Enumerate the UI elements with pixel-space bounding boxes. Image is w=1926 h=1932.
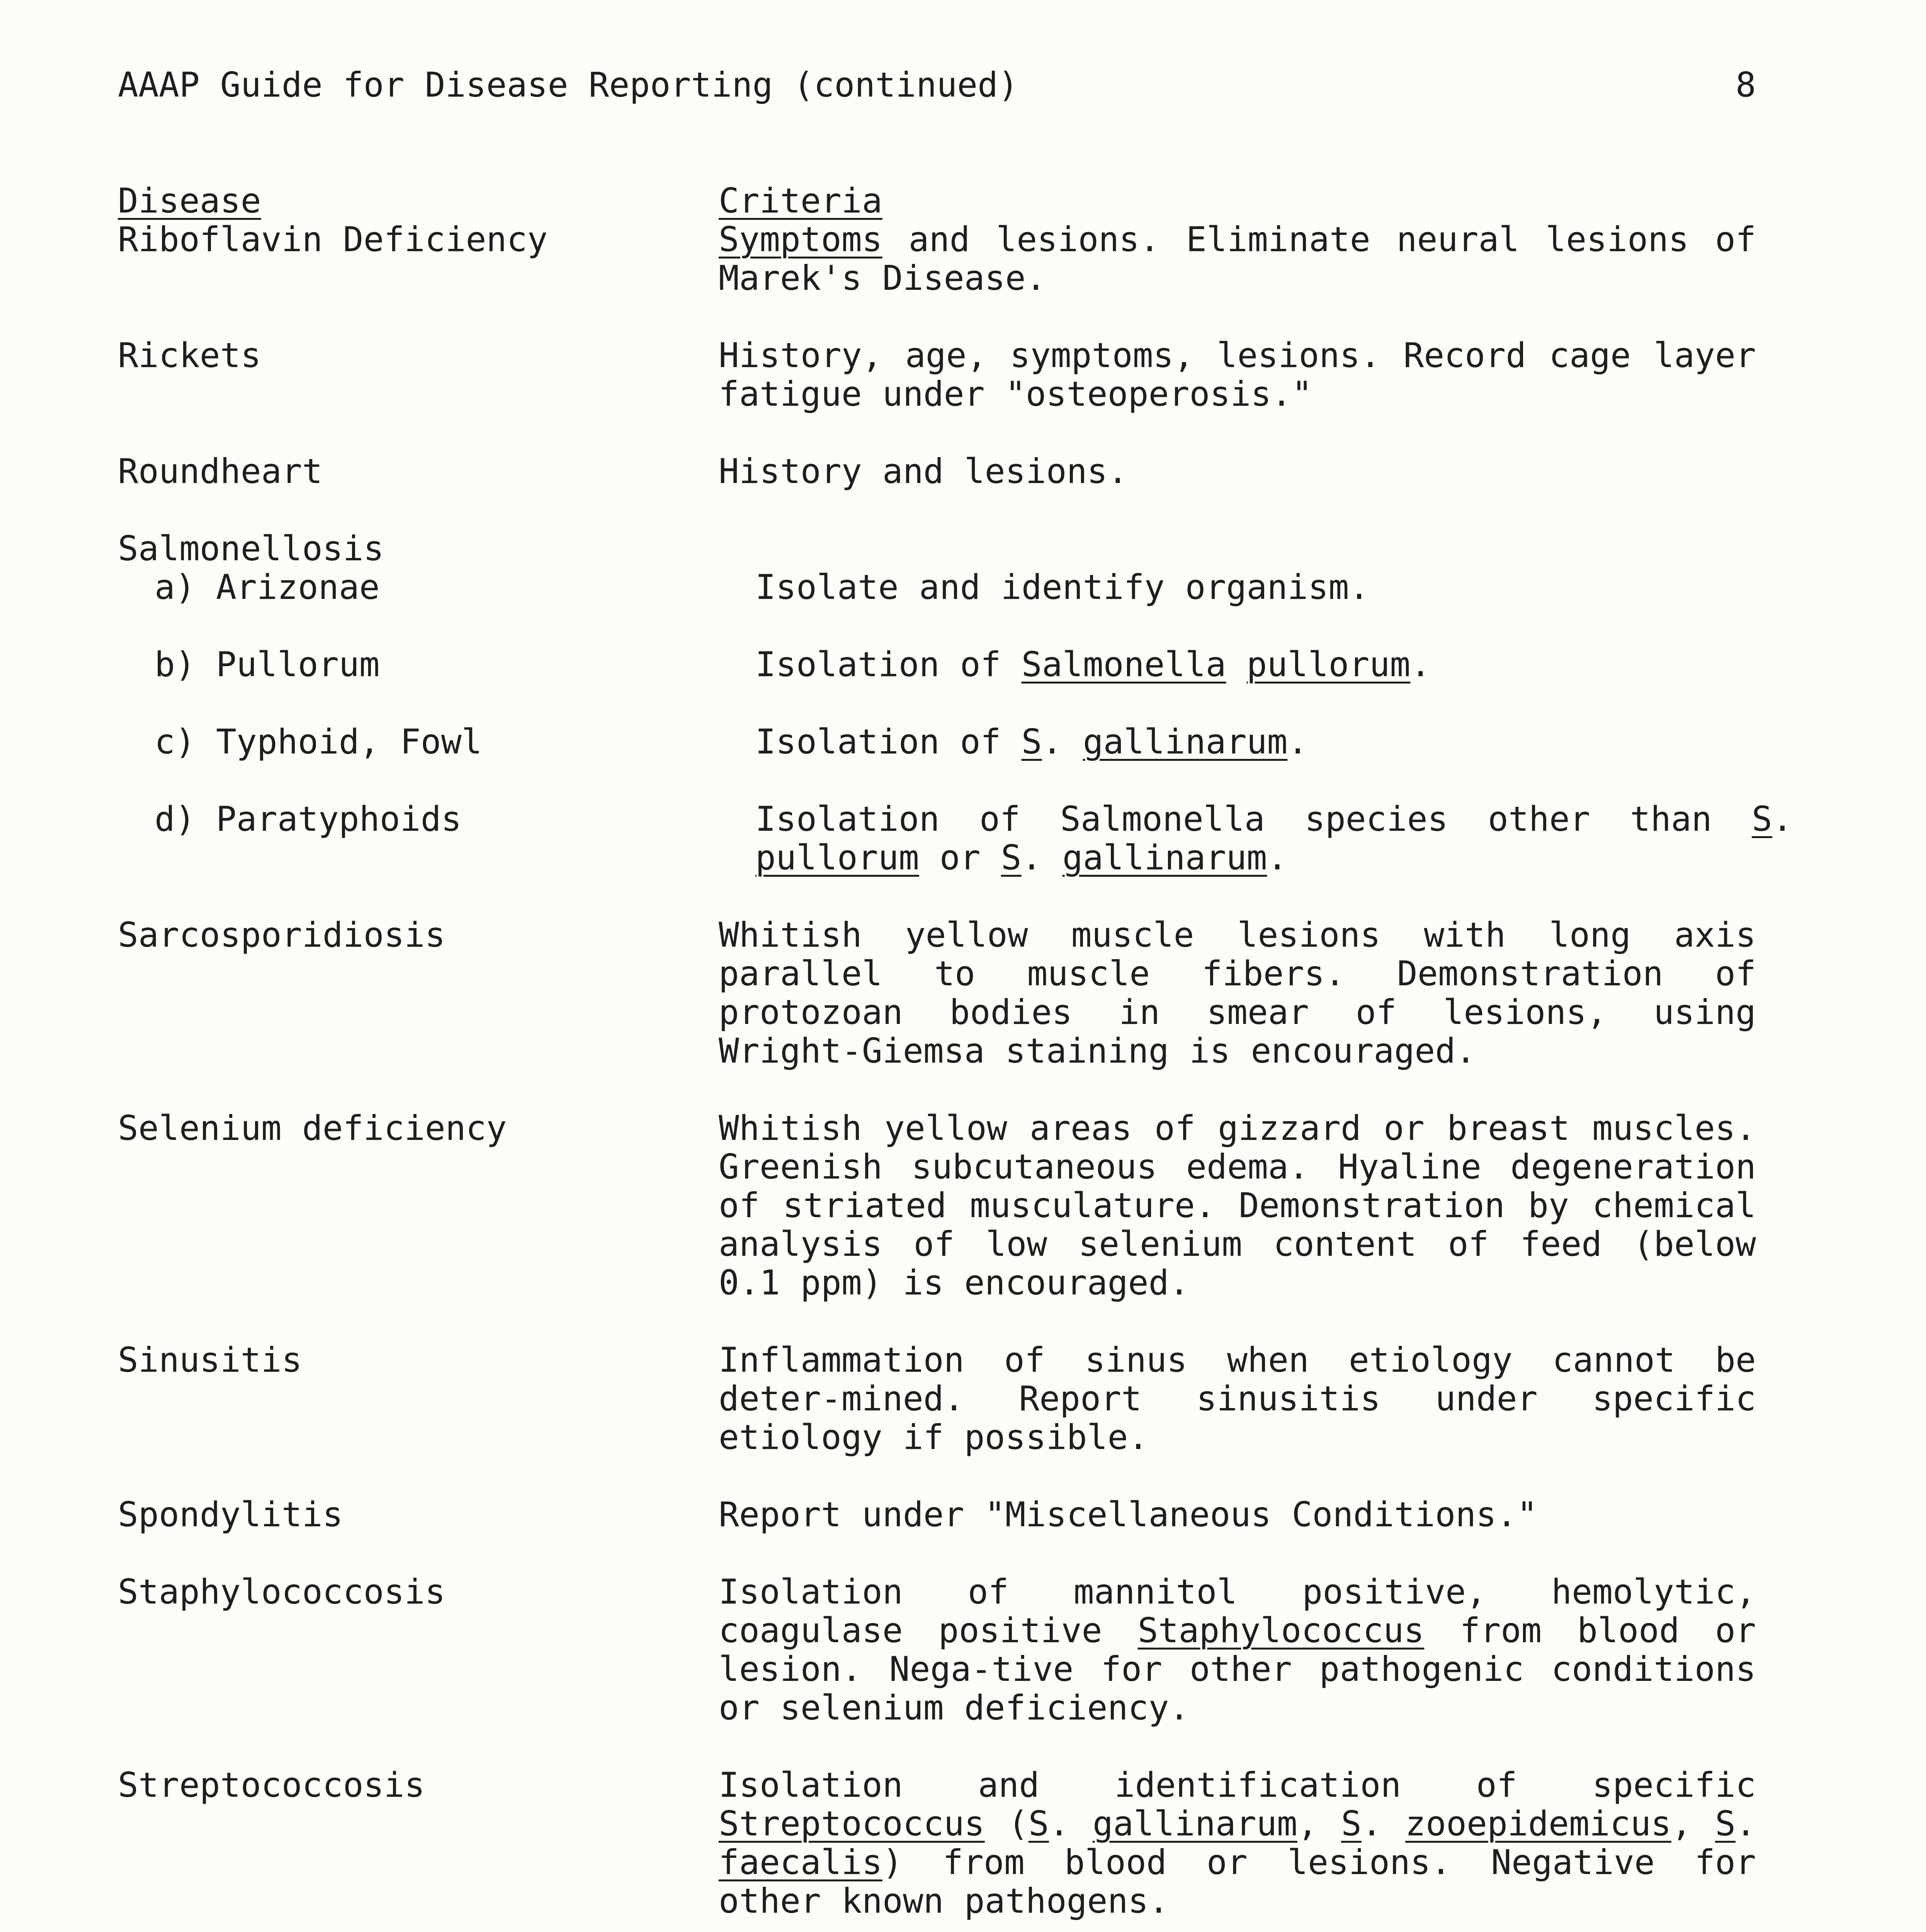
criteria-underlined-term: S xyxy=(1341,1804,1362,1844)
disease-name: Sinusitis xyxy=(118,1340,302,1380)
table-row xyxy=(118,1109,1756,1302)
criteria-underlined-term: pullorum xyxy=(755,838,919,878)
criteria-text: Isolate and identify organism. xyxy=(755,567,1370,607)
table-row xyxy=(118,1573,1756,1727)
criteria-segment: . xyxy=(1736,1804,1756,1844)
criteria-underlined-term: gallinarum xyxy=(1062,838,1267,878)
disease-name: Riboflavin Deficiency xyxy=(118,219,548,259)
disease-name: Rickets xyxy=(118,335,261,375)
disease-subtype-name: b) Pullorum xyxy=(155,645,380,684)
criteria-segment: or xyxy=(919,838,1001,878)
table-row xyxy=(118,452,1756,491)
table-header-row xyxy=(118,182,1756,220)
criteria-segment: . xyxy=(1049,1804,1093,1844)
table-row xyxy=(118,568,1756,607)
disease-criteria-table xyxy=(118,181,1793,1932)
table-row xyxy=(118,336,1756,413)
criteria-segment: from blood or lesion. Nega-tive for other pathogenic conditions or selenium deficiency. xyxy=(719,1611,1756,1728)
criteria-text xyxy=(755,800,1793,877)
disease-subtype-name: a) Arizonae xyxy=(155,567,380,607)
disease-subtype-name: c) Typhoid, Fowl xyxy=(155,722,482,762)
disease-column-header: Disease xyxy=(118,181,261,221)
criteria-segment: . xyxy=(1362,1804,1406,1844)
criteria-column-header: Criteria xyxy=(719,181,882,221)
disease-name: Selenium deficiency xyxy=(118,1108,507,1148)
criteria-text xyxy=(719,1766,1756,1920)
criteria-segment: Isolation and identification of specific xyxy=(719,1765,1756,1805)
criteria-segment: , xyxy=(1671,1804,1715,1844)
criteria-segment: . xyxy=(1267,838,1288,878)
criteria-segment: and lesions. Eliminate neural lesions of Marek's Disease. xyxy=(719,219,1756,298)
disease-name: Sarcosporidiosis xyxy=(118,915,445,955)
table-row xyxy=(118,916,1756,1070)
criteria-text xyxy=(719,220,1756,298)
criteria-segment: Isolation of mannitol positive, hemolytic, coagulase positive xyxy=(719,1572,1756,1650)
criteria-segment: ( xyxy=(984,1804,1028,1844)
table-row xyxy=(118,529,1756,568)
table-row xyxy=(118,1341,1756,1457)
page-number: 8 xyxy=(1736,65,1756,105)
criteria-underlined-term: gallinarum xyxy=(1083,722,1288,762)
table-row xyxy=(118,1766,1756,1920)
criteria-underlined-term: faecalis xyxy=(719,1842,882,1882)
criteria-text: Whitish yellow muscle lesions with long axis parallel to muscle fibers. Demonstration of protozoan bodies in smear of lesions, using Wright-Giemsa staining is encouraged. xyxy=(719,915,1756,1071)
criteria-underlined-term: Streptococcus xyxy=(719,1804,985,1844)
criteria-segment: ) from blood or lesions. Negative for other known pathogens. xyxy=(719,1842,1756,1921)
criteria-text: History and lesions. xyxy=(719,451,1128,491)
criteria-text: Inflammation of sinus when etiology cannot be deter-mined. Report sinusitis under specific etiology if possible. xyxy=(719,1340,1756,1457)
criteria-underlined-term: Salmonella xyxy=(1021,645,1226,684)
criteria-underlined-term: Symptoms xyxy=(719,219,882,259)
criteria-underlined-term: gallinarum xyxy=(1093,1804,1297,1844)
disease-name: Streptococcosis xyxy=(118,1765,425,1805)
criteria-text xyxy=(755,723,1793,761)
disease-name: Staphylococcosis xyxy=(118,1572,445,1612)
criteria-underlined-term: S xyxy=(1021,722,1042,762)
criteria-segment: . xyxy=(1287,722,1308,762)
disease-group-name: Salmonellosis xyxy=(118,529,384,568)
disease-subtype-name: d) Paratyphoids xyxy=(155,799,462,839)
criteria-underlined-term: S xyxy=(1028,1804,1049,1844)
criteria-text xyxy=(719,1573,1756,1727)
criteria-underlined-term: S xyxy=(1752,799,1773,839)
criteria-underlined-term: pullorum xyxy=(1246,645,1411,684)
table-row xyxy=(118,799,1793,878)
disease-name: Spondylitis xyxy=(118,1495,343,1534)
criteria-segment: . xyxy=(1410,645,1431,684)
criteria-underlined-term: S xyxy=(1715,1804,1736,1844)
criteria-segment: . xyxy=(1772,799,1793,839)
criteria-segment xyxy=(1226,645,1247,684)
criteria-segment: . xyxy=(1021,838,1062,878)
criteria-text: Whitish yellow areas of gizzard or breast muscles. Greenish subcutaneous edema. Hyaline degeneration of striated musculature. Demonstration by chemical analysis of low selenium content of feed (below 0.1 ppm) is encouraged. xyxy=(719,1108,1756,1303)
page-header xyxy=(118,66,1756,104)
criteria-segment: Isolation of xyxy=(755,645,1022,684)
criteria-text: History, age, symptoms, lesions. Record cage layer fatigue under "osteoperosis." xyxy=(719,335,1756,414)
criteria-segment: . xyxy=(1042,722,1083,762)
table-row xyxy=(118,1495,1756,1534)
criteria-segment: , xyxy=(1297,1804,1341,1844)
criteria-segment: Isolation of Salmonella species other than xyxy=(755,799,1752,839)
criteria-text: Report under "Miscellaneous Conditions." xyxy=(719,1495,1538,1534)
table-row xyxy=(118,220,1756,298)
table-row xyxy=(118,723,1756,761)
criteria-text xyxy=(755,645,1793,684)
table-row xyxy=(118,645,1756,684)
criteria-segment: Isolation of xyxy=(755,722,1022,762)
criteria-underlined-term: Staphylococcus xyxy=(1137,1611,1425,1650)
criteria-underlined-term: S xyxy=(1001,838,1022,878)
criteria-underlined-term: zooepidemicus xyxy=(1405,1804,1671,1844)
disease-name: Roundheart xyxy=(118,451,323,491)
page-title: AAAP Guide for Disease Reporting (continued) xyxy=(118,65,1019,105)
